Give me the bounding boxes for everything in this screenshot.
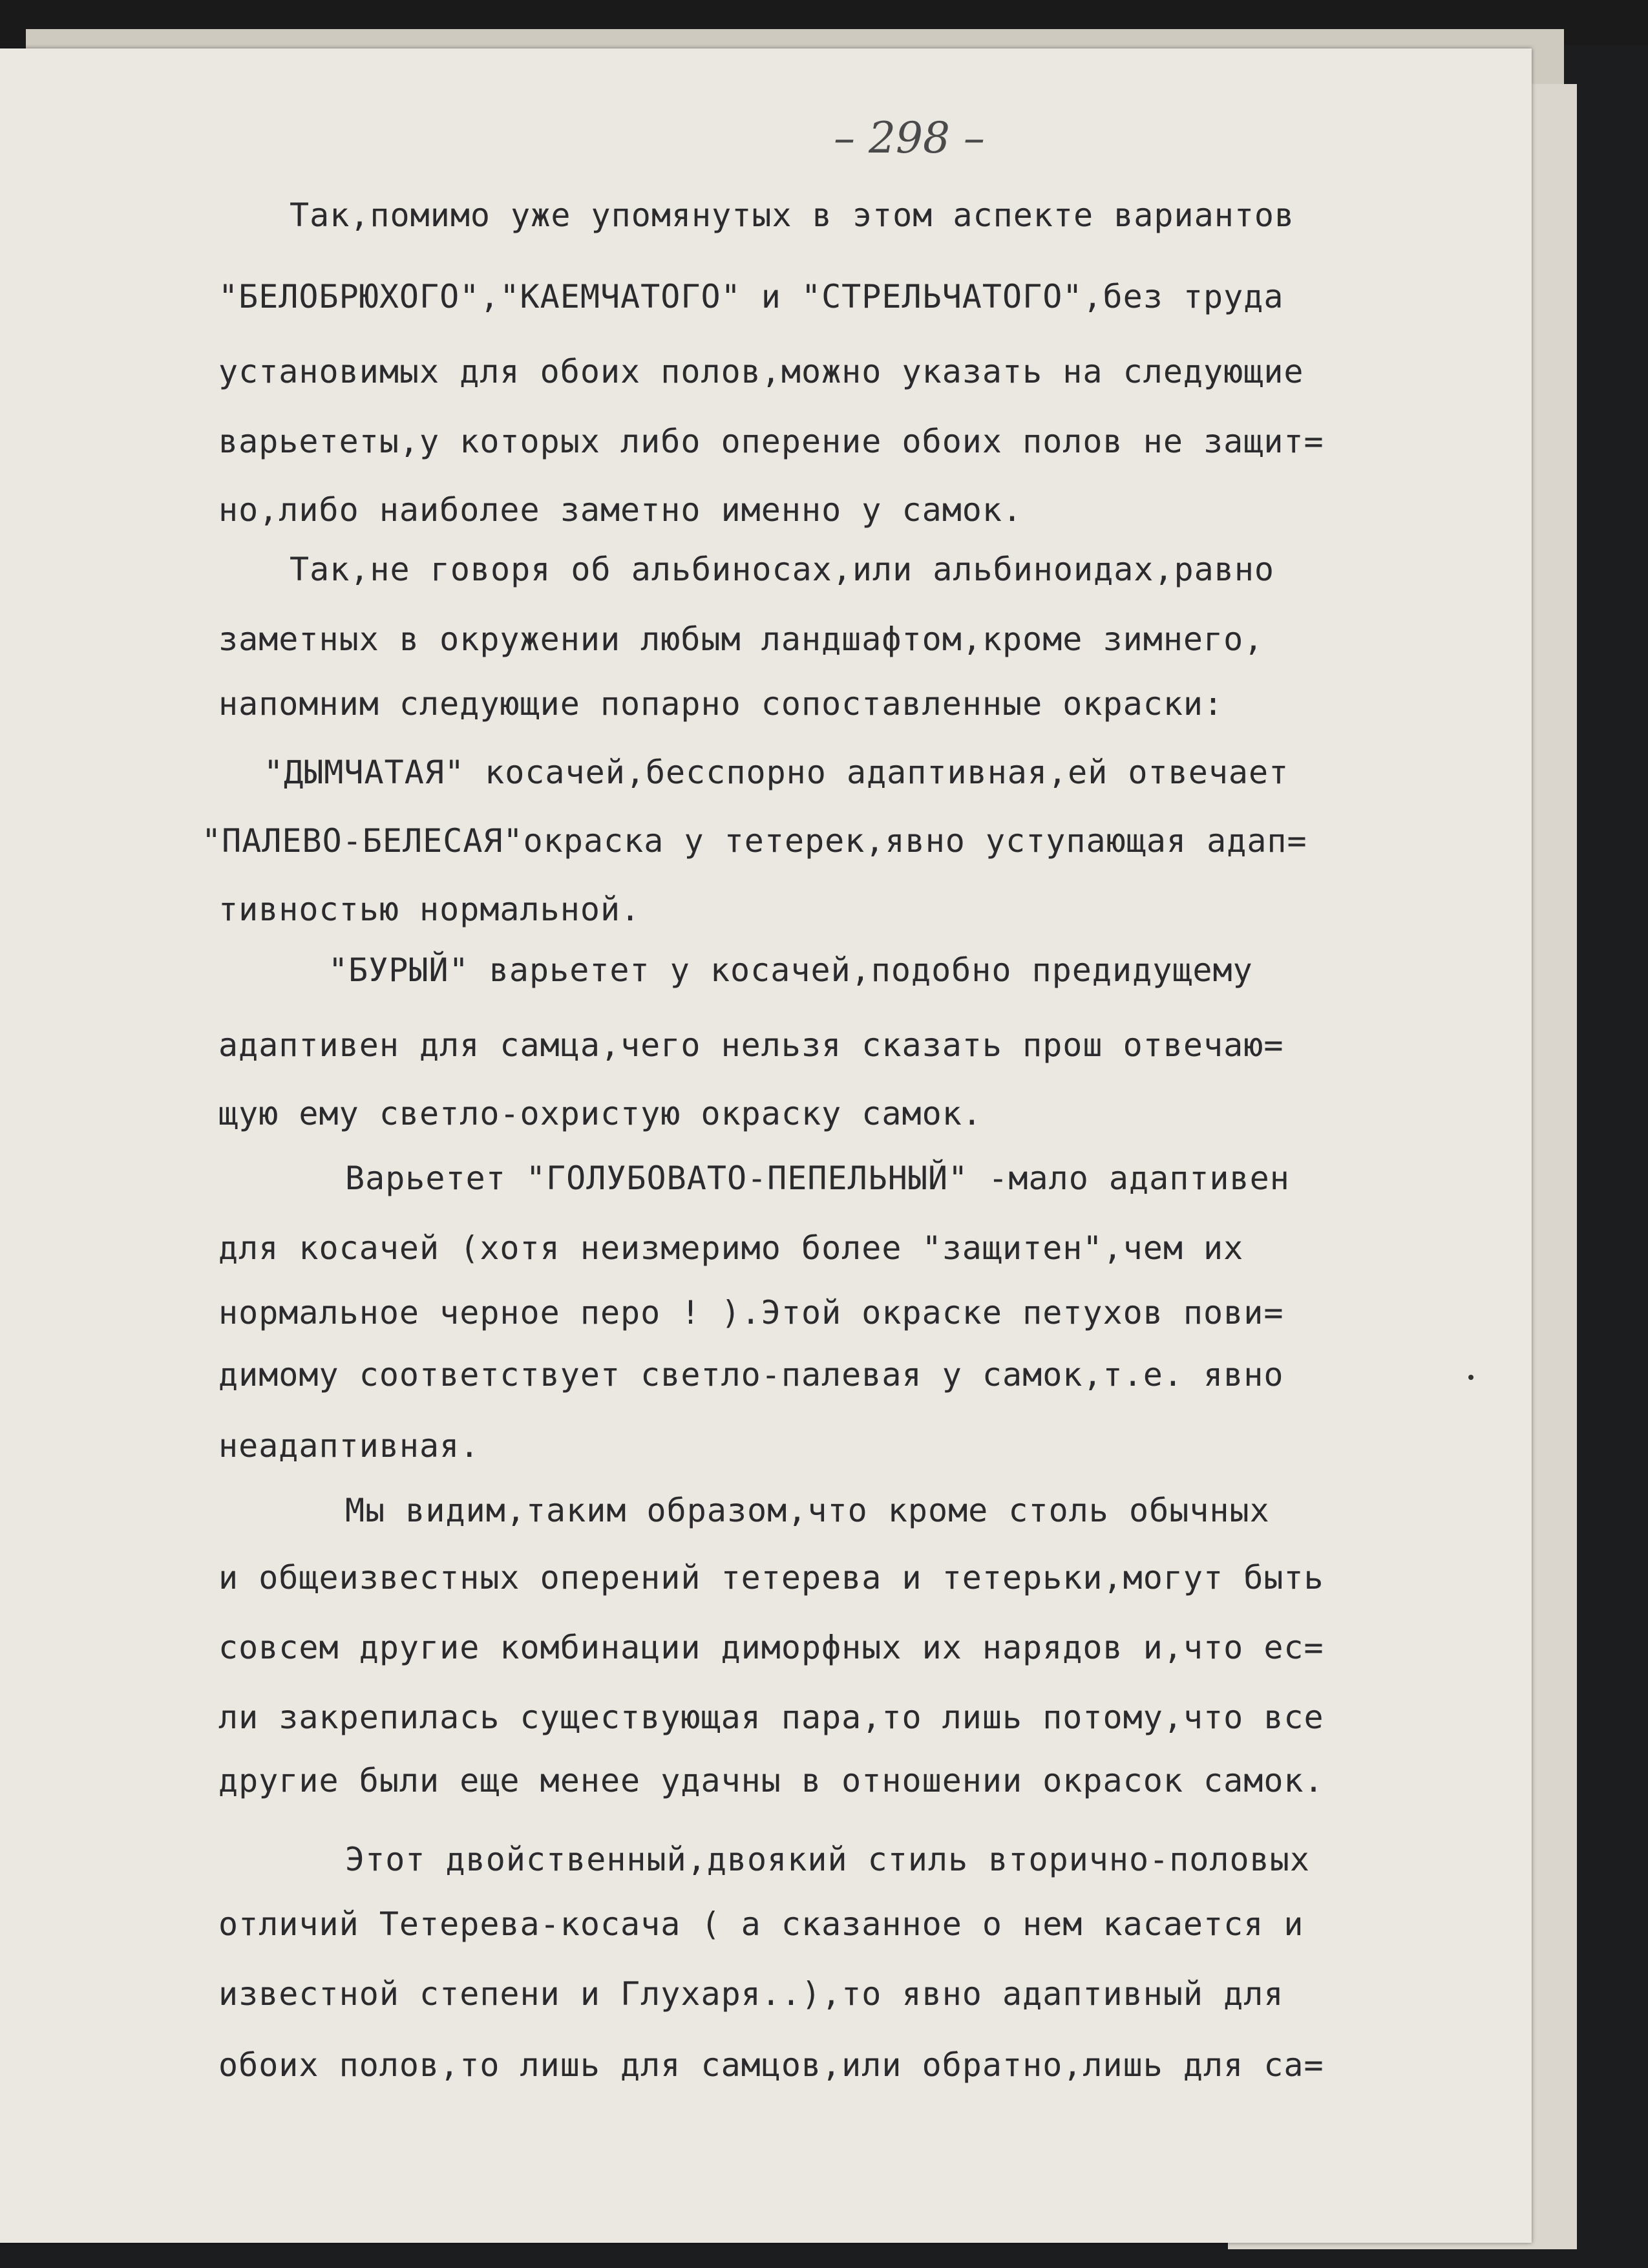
text-line: другие были еще менее удачны в отношении окрасок самок. — [218, 1762, 1324, 1799]
text-line: Этот двойственный,двоякий стиль вторично-половых — [345, 1841, 1310, 1878]
text-line: ли закрепилась существующая пара,то лишь потому,что все — [218, 1699, 1324, 1736]
text-line: и общеизвестных оперений тетерева и тетерьки,могут быть — [218, 1559, 1324, 1596]
text-line: Так,не говоря об альбиносах,или альбиноидах,равно — [290, 551, 1275, 588]
text-line: тивностью нормальной. — [218, 891, 641, 928]
text-line: "ПАЛЕВО-БЕЛЕСАЯ"окраска у тетерек,явно уступающая адап= — [202, 822, 1307, 860]
text-line: напомним следующие попарно сопоставленные окраски: — [218, 685, 1224, 723]
text-line: Так,помимо уже упомянутых в этом аспекте вариантов — [290, 196, 1295, 234]
text-line: обоих полов,то лишь для самцов,или обратно,лишь для са= — [218, 2046, 1324, 2084]
text-line: Мы видим,таким образом,что кроме столь обычных — [345, 1492, 1270, 1529]
text-line: адаптивен для самца,чего нельзя сказать прош отвечаю= — [218, 1026, 1284, 1064]
text-line: совсем другие комбинации диморфных их нарядов и,что ес= — [218, 1629, 1324, 1666]
text-line: димому соответствует светло-палевая у самок,т.е. явно — [218, 1356, 1284, 1394]
text-line: неадаптивная. — [218, 1427, 480, 1465]
text-line: установимых для обоих полов,можно указать на следующие — [218, 353, 1304, 390]
text-line: Варьетет "ГОЛУБОВАТО-ПЕПЕЛЬНЫЙ" -мало адаптивен — [345, 1160, 1290, 1197]
text-line: известной степени и Глухаря..),то явно адаптивный для — [218, 1975, 1284, 2013]
page-number: – 298 – — [834, 113, 985, 163]
ink-dot — [1468, 1375, 1474, 1380]
text-line: "ДЫМЧАТАЯ" косачей,бесспорно адаптивная,ей отвечает — [264, 754, 1289, 791]
text-line: для косачей (хотя неизмеримо более "защитен",чем их — [218, 1229, 1244, 1267]
text-line: но,либо наиболее заметно именно у самок. — [218, 491, 1023, 529]
typewritten-page — [0, 48, 1532, 2243]
text-line: варьететы,у которых либо оперение обоих полов не защит= — [218, 423, 1324, 460]
text-line: "БЕЛОБРЮХОГО","КАЕМЧАТОГО" и "СТРЕЛЬЧАТОГО",без труда — [218, 278, 1284, 315]
text-line: нормальное черное перо ! ).Этой окраске петухов пови= — [218, 1294, 1284, 1331]
text-line: "БУРЫЙ" варьетет у косачей,подобно предидущему — [328, 951, 1253, 989]
text-line: заметных в окружении любым ландшафтом,кроме зимнего, — [218, 620, 1264, 658]
text-line: отличий Тетерева-косача ( а сказанное о нем касается и — [218, 1905, 1304, 1943]
text-line: щую ему светло-охристую окраску самок. — [218, 1095, 982, 1132]
